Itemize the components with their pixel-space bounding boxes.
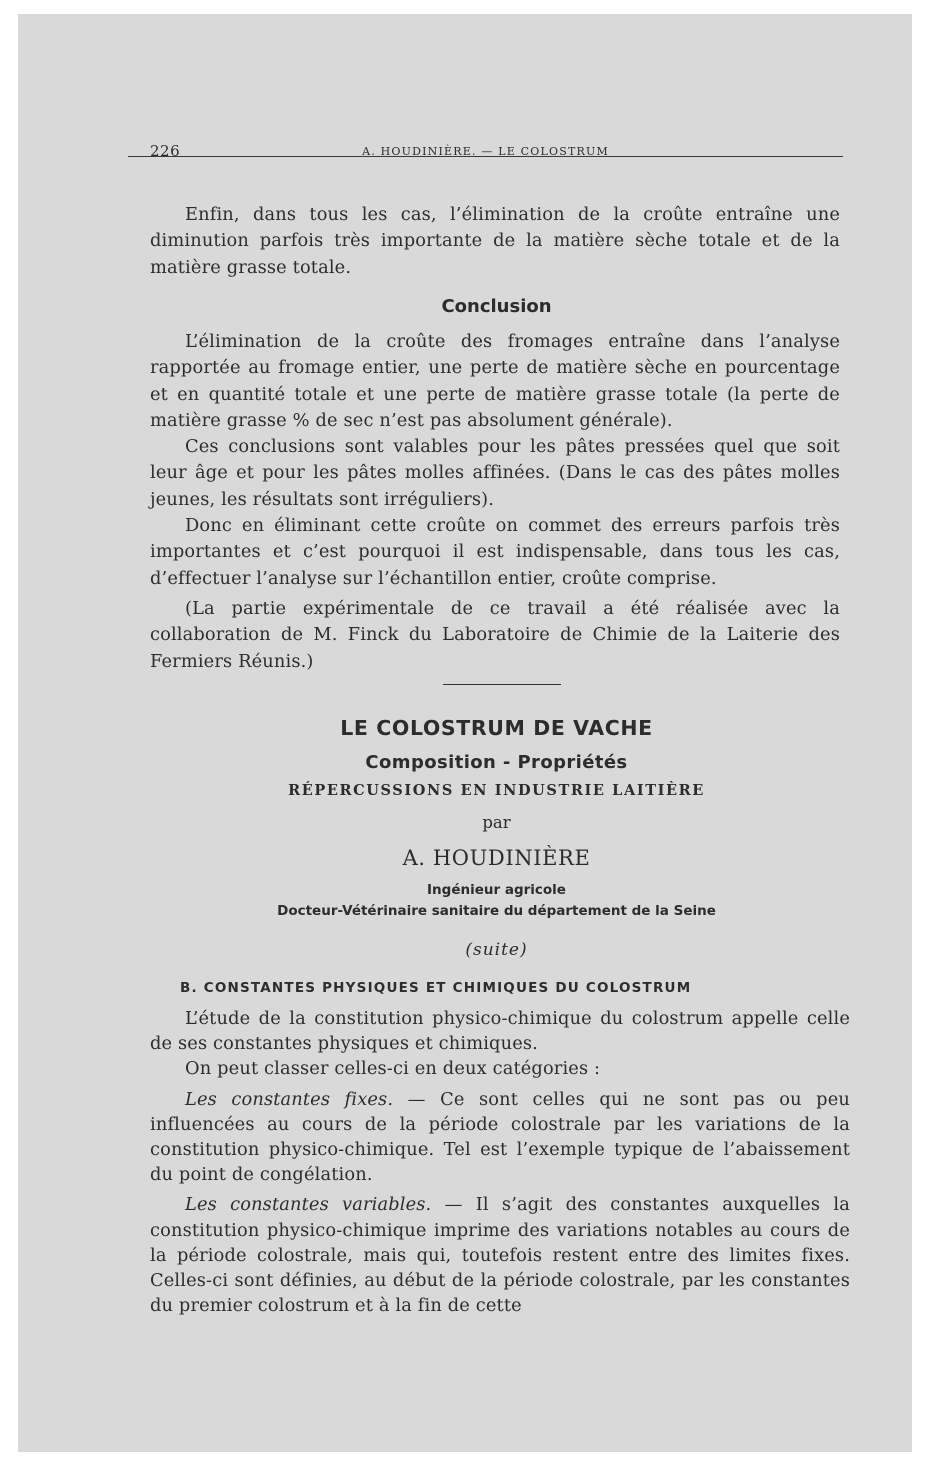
conclusion-paragraph: Ces conclusions sont valables pour les pâtes pressées quel que soit leur âge et pour les pâtes molles affinées. (Dans le cas des pâtes molles jeunes, les résultats sont irréguliers).: [150, 436, 840, 510]
running-head: A. HOUDINIÈRE. — LE COLOSTRUM: [362, 145, 609, 158]
fixed-constants-label: Les constantes fixes.: [185, 1088, 394, 1110]
section-b-paragraph: On peut classer celles-ci en deux catégories :: [185, 1058, 601, 1080]
scanned-page: [18, 14, 912, 1452]
section-b-body: [150, 1006, 850, 1318]
author-credential-1: Ingénieur agricole: [427, 882, 566, 898]
conclusion-body: [150, 329, 840, 675]
article-subtitle: Composition - Propriétés: [365, 752, 628, 773]
intro-paragraph-block: [150, 202, 840, 281]
section-divider: [443, 684, 561, 685]
article-subtitle-2: RÉPERCUSSIONS EN INDUSTRIE LAITIÈRE: [288, 782, 705, 799]
page-number: 226: [150, 142, 181, 160]
article-title: LE COLOSTRUM DE VACHE: [340, 716, 653, 740]
variable-constants-paragraph: [150, 1192, 850, 1318]
fixed-constants-paragraph: [150, 1087, 850, 1188]
section-b-heading: B. CONSTANTES PHYSIQUES ET CHIMIQUES DU COLOSTRUM: [180, 980, 692, 996]
byline-par: par: [482, 813, 511, 832]
author-name: A. HOUDINIÈRE: [402, 846, 591, 870]
conclusion-heading: Conclusion: [441, 296, 552, 317]
page-header: [128, 124, 843, 160]
intro-paragraph: Enfin, dans tous les cas, l’élimination de la croûte entraîne une diminution parfois très importante de la matière sèche totale et de la matière grasse totale.: [150, 204, 840, 278]
conclusion-paragraph: L’élimination de la croûte des fromages entraîne dans l’analyse rapportée au fromage entier, une perte de matière sèche en pourcentage et en quantité totale et une perte de matière grasse totale (la perte de matière grasse % de sec n’est pas absolument générale).: [150, 331, 840, 431]
section-b-paragraph: L’étude de la constitution physico-chimique du colostrum appelle celle de ses constantes physiques et chimiques.: [150, 1008, 850, 1055]
variable-constants-text: — Il s’agit des constantes auxquelles la constitution physico-chimique imprime des variations notables au cours de la période colostrale, mais qui, toutefois restent entre des limites fixes. Celles-ci sont définies, au début de la période colostrale, par les constantes du premier colostrum et à la fin de cette: [150, 1194, 851, 1317]
conclusion-paragraph: Donc en éliminant cette croûte on commet des erreurs parfois très importantes et c’est pourquoi il est indispensable, dans tous les cas, d’effectuer l’analyse sur l’échantillon entier, croûte comprise.: [150, 515, 840, 589]
continued-note: (suite): [465, 940, 528, 960]
page-content: [128, 124, 851, 1317]
author-credential-2: Docteur-Vétérinaire sanitaire du département de la Seine: [277, 903, 716, 919]
conclusion-paragraph: (La partie expérimentale de ce travail a été réalisée avec la collaboration de M. Finck du Laboratoire de Chimie de la Laiterie des Fermiers Réunis.): [150, 597, 840, 672]
fixed-constants-text: — Ce sont celles qui ne sont pas ou peu influencées au cours de la période colostrale par les variations de la constitution physico-chimique. Tel est l’exemple typique de l’abaissement du point de congélation.: [150, 1088, 850, 1186]
variable-constants-label: Les constantes variables.: [185, 1194, 432, 1216]
